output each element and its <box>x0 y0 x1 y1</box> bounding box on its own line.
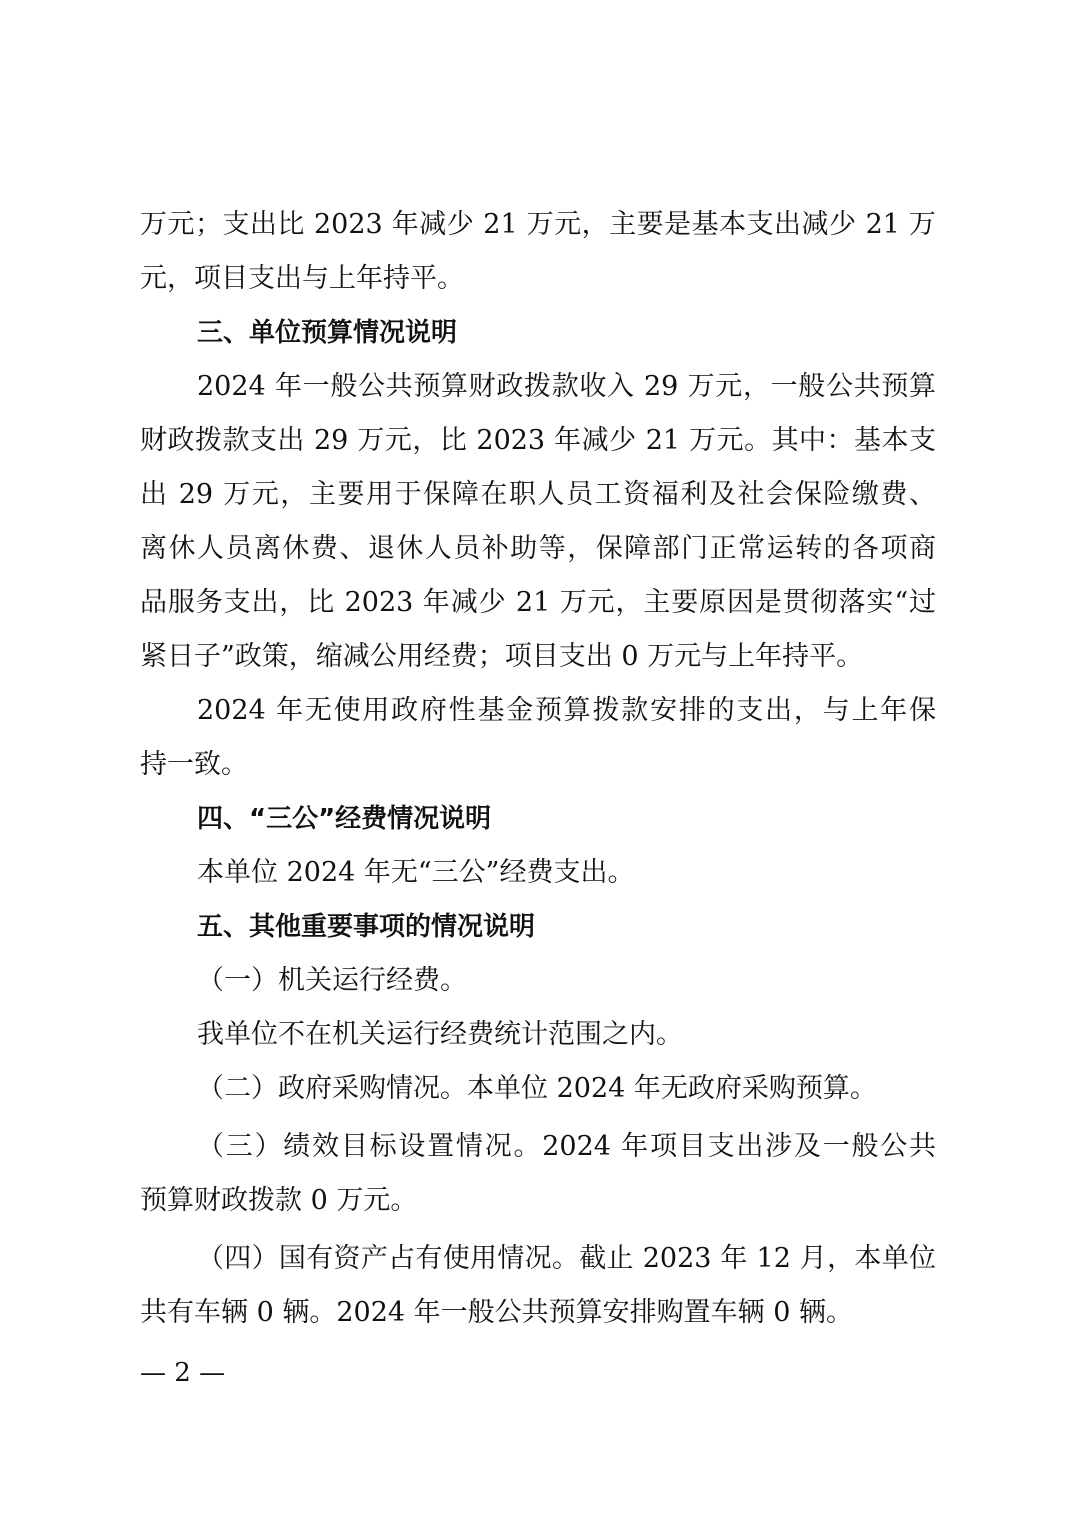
body-text-line: 共有车辆 0 辆。2024 年一般公共预算安排购置车辆 0 辆。 <box>140 1297 853 1328</box>
body-text-line: （二）政府采购情况。本单位 2024 年无政府采购预算。 <box>197 1073 877 1104</box>
section-heading-5: 五、其他重要事项的情况说明 <box>197 912 536 942</box>
section-heading-4: 四、“三公”经费情况说明 <box>197 804 492 834</box>
body-text-line: 紧日子”政策，缩减公用经费；项目支出 0 万元与上年持平。 <box>140 641 864 672</box>
body-text-line: 本单位 2024 年无“三公”经费支出。 <box>197 857 635 888</box>
body-text-line: 离休人员离休费、退休人员补助等，保障部门正常运转的各项商 <box>140 533 936 564</box>
body-text-line: 2024 年一般公共预算财政拨款收入 29 万元，一般公共预算 <box>197 371 936 402</box>
body-text-line: 2024 年无使用政府性基金预算拨款安排的支出，与上年保 <box>197 695 936 726</box>
body-text-line: 我单位不在机关运行经费统计范围之内。 <box>197 1019 683 1050</box>
body-text-line: 出 29 万元，主要用于保障在职人员工资福利及社会保险缴费、 <box>140 479 936 510</box>
body-text-line: 品服务支出，比 2023 年减少 21 万元，主要原因是贯彻落实“过 <box>140 587 936 618</box>
subsection-heading: （一）机关运行经费。 <box>197 965 467 996</box>
body-text-line: 预算财政拨款 0 万元。 <box>140 1185 418 1216</box>
section-heading-3: 三、单位预算情况说明 <box>197 318 458 348</box>
body-text-line: 万元；支出比 2023 年减少 21 万元，主要是基本支出减少 21 万 <box>140 209 936 240</box>
body-text-line: （三）绩效目标设置情况。2024 年项目支出涉及一般公共 <box>197 1131 936 1162</box>
body-text-line: 财政拨款支出 29 万元，比 2023 年减少 21 万元。其中：基本支 <box>140 425 936 456</box>
page-number: — 2 — <box>140 1358 226 1388</box>
body-text-line: 持一致。 <box>140 749 248 780</box>
body-text-line: （四）国有资产占有使用情况。截止 2023 年 12 月，本单位 <box>197 1243 936 1274</box>
body-text-line: 元，项目支出与上年持平。 <box>140 263 464 294</box>
